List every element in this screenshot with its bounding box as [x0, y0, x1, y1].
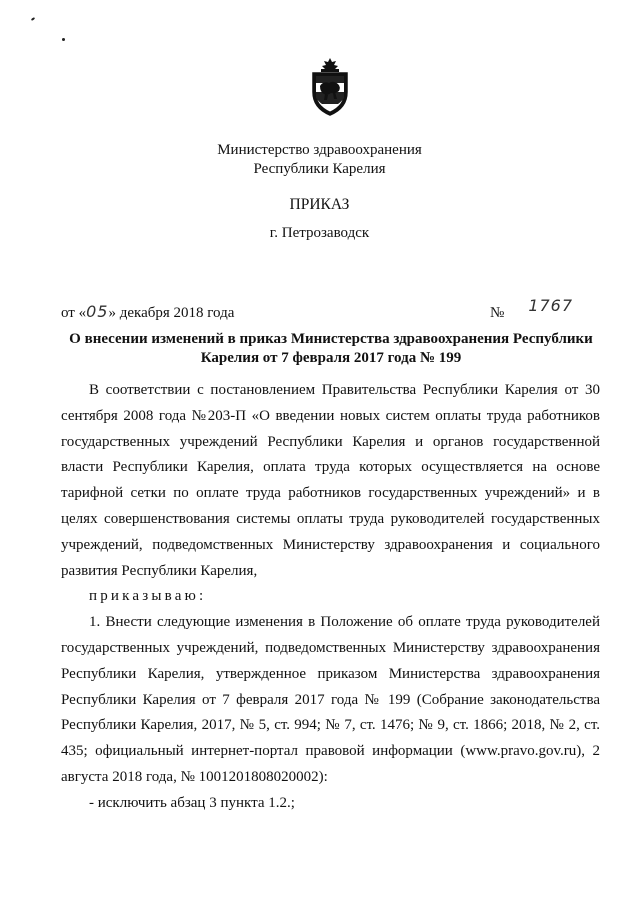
order-word: приказываю: [89, 588, 207, 605]
number-value-handwritten: 1767 [528, 296, 574, 315]
ministry-name-line1: Министерство здравоохранения [217, 142, 422, 158]
coat-of-arms-icon [305, 56, 355, 118]
document-date [61, 302, 234, 322]
item-1-paragraph: 1. Внести следующие изменения в Положение об оплате труда руководителей государственных учреждений, подведомственных Министерству здравоохранения Республики Карелия, утвержденное приказом Министерства здравоохранения Республики Карелия от 7 февраля 2017 года № 199 (Собрание законодательства Республики Карелия, 2017, № 5, ст. 994; № 7, ст. 1476; № 9, ст. 1866; 2018, № 2, ст. 435; официальный интернет-портал правовой информации (www.pravo.gov.ru), 2 августа 2018 года, № 1001201808020002): [61, 614, 600, 785]
ministry-name-line2: Республики Карелия [253, 161, 386, 177]
item-1-subitem: - исключить абзац 3 пункта 1.2.; [89, 794, 295, 811]
date-day-handwritten: 05 [86, 302, 109, 321]
title-line2: Карелия от 7 февраля 2017 года № 199 [200, 350, 462, 366]
date-suffix: » декабря 2018 года [108, 305, 235, 321]
scan-speck [62, 38, 65, 41]
preamble-paragraph: В соответствии с постановлением Правительства Республики Карелия от 30 сентября 2008 года №203-П «О введении новых систем оплаты труда работников государственных учреждений Республики Карелия и органов государственной власти Республики Карелия, оплата труда которых осуществляется на основе тарифной сетки по оплате труда работников государственных учреждений» и в целях совершенствования системы оплаты труда руководителей государственных учреждений, подведомственных Министерству здравоохранения и социального развития Республики Карелия, [61, 382, 600, 579]
number-label: № [490, 305, 505, 321]
document-body [61, 378, 600, 817]
date-prefix: от « [61, 305, 87, 321]
document-number [490, 296, 574, 321]
document-type: ПРИКАЗ [289, 196, 350, 213]
title-line1: О внесении изменений в приказ Министерства здравоохранения Республики [69, 331, 593, 347]
scan-speck [31, 17, 35, 21]
document-title [61, 330, 601, 368]
city: г. Петрозаводск [269, 225, 370, 241]
